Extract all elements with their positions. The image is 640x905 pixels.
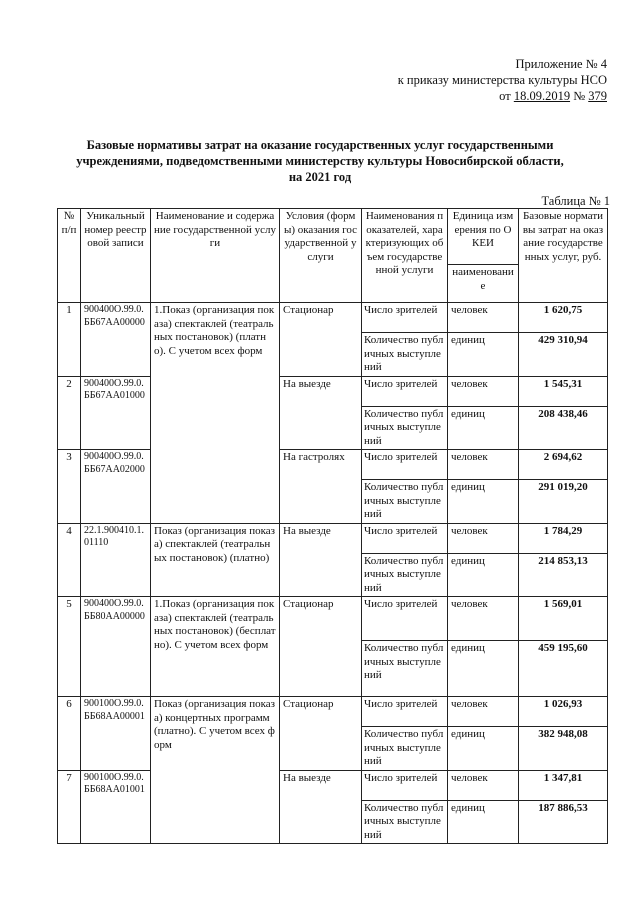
- row-unit: единиц: [448, 641, 519, 697]
- col-header-norm: Базовые нормативы затрат на оказание государственных услуг, руб.: [519, 209, 608, 303]
- row-service-name: 1.Показ (организация показа) спектаклей (театральных постановок) (платно). С учетом всех форм: [151, 303, 280, 524]
- norms-table: [57, 208, 608, 844]
- row-indicator: Количество публичных выступлений: [362, 406, 448, 450]
- row-unit: человек: [448, 303, 519, 333]
- row-code: 900400О.99.0.ББ67АА00000: [81, 303, 151, 377]
- row-indicator: Количество публичных выступлений: [362, 727, 448, 771]
- appendix-header: [398, 56, 607, 104]
- row-unit: человек: [448, 770, 519, 800]
- row-code: 900400О.99.0.ББ67АА02000: [81, 450, 151, 524]
- row-num: 2: [58, 376, 81, 450]
- row-norm-value: 1 620,75: [519, 303, 608, 333]
- row-indicator: Количество публичных выступлений: [362, 641, 448, 697]
- row-unit: человек: [448, 450, 519, 480]
- row-indicator: Число зрителей: [362, 597, 448, 641]
- row-norm-value: 208 438,46: [519, 406, 608, 450]
- row-indicator: Количество публичных выступлений: [362, 800, 448, 844]
- row-unit: единиц: [448, 333, 519, 377]
- row-indicator: Число зрителей: [362, 303, 448, 333]
- row-norm-value: 1 545,31: [519, 376, 608, 406]
- row-unit: единиц: [448, 800, 519, 844]
- row-norm-value: 187 886,53: [519, 800, 608, 844]
- row-norm-value: 1 569,01: [519, 597, 608, 641]
- row-num: 4: [58, 523, 81, 597]
- row-norm-value: 429 310,94: [519, 333, 608, 377]
- title-line1: Базовые нормативы затрат на оказание государственных услуг государственными: [86, 138, 554, 152]
- row-indicator: Количество публичных выступлений: [362, 333, 448, 377]
- row-code: 900400О.99.0.ББ67АА01000: [81, 376, 151, 450]
- col-header-unit-sub: наименование: [448, 265, 519, 303]
- title-line2: учреждениями, подведомственными министерству культуры Новосибирской области,: [76, 154, 564, 168]
- col-header-conditions: Условия (формы) оказания государственной услуги: [280, 209, 362, 303]
- row-unit: человек: [448, 597, 519, 641]
- row-norm-value: 382 948,08: [519, 727, 608, 771]
- row-code: 900400О.99.0.ББ80АА00000: [81, 597, 151, 697]
- table-row: [58, 697, 608, 727]
- table-row: [58, 376, 608, 406]
- row-norm-value: 459 195,60: [519, 641, 608, 697]
- row-conditions: Стационар: [280, 303, 362, 377]
- row-unit: единиц: [448, 480, 519, 524]
- row-conditions: На выезде: [280, 376, 362, 450]
- row-indicator: Количество публичных выступлений: [362, 480, 448, 524]
- appendix-number-prefix: №: [570, 89, 589, 103]
- appendix-line3: [398, 88, 607, 104]
- title-line3: на 2021 год: [288, 170, 352, 184]
- col-header-num: № п/п: [58, 209, 81, 303]
- row-norm-value: 1 347,81: [519, 770, 608, 800]
- row-indicator: Число зрителей: [362, 523, 448, 553]
- row-indicator: Число зрителей: [362, 376, 448, 406]
- row-num: 3: [58, 450, 81, 524]
- row-code: 900100О.99.0.ББ68АА00001: [81, 697, 151, 771]
- row-service-name: 1.Показ (организация показа) спектаклей (театральных постановок) (бесплатно). С учетом всех форм: [151, 597, 280, 697]
- table-row: [58, 770, 608, 800]
- appendix-date-prefix: от: [499, 89, 514, 103]
- row-norm-value: 291 019,20: [519, 480, 608, 524]
- row-conditions: Стационар: [280, 697, 362, 771]
- row-service-name: Показ (организация показа) спектаклей (театральных постановок) (платно): [151, 523, 280, 597]
- document-title: [40, 137, 600, 185]
- row-conditions: На выезде: [280, 770, 362, 844]
- row-indicator: Число зрителей: [362, 450, 448, 480]
- row-unit: человек: [448, 523, 519, 553]
- row-conditions: На гастролях: [280, 450, 362, 524]
- col-header-unit: Единица измерения по ОКЕИ: [448, 209, 519, 265]
- row-service-name: Показ (организация показа) концертных программ (платно). С учетом всех форм: [151, 697, 280, 844]
- row-num: 6: [58, 697, 81, 771]
- table-row: [58, 597, 608, 641]
- row-norm-value: 1 026,93: [519, 697, 608, 727]
- row-conditions: На выезде: [280, 523, 362, 597]
- col-header-code: Уникальный номер реестровой записи: [81, 209, 151, 303]
- row-num: 7: [58, 770, 81, 844]
- row-code: 900100О.99.0.ББ68АА01001: [81, 770, 151, 844]
- row-norm-value: 1 784,29: [519, 523, 608, 553]
- table-row: [58, 450, 608, 480]
- row-indicator: Количество публичных выступлений: [362, 553, 448, 597]
- row-conditions: Стационар: [280, 597, 362, 697]
- row-indicator: Число зрителей: [362, 697, 448, 727]
- table-row: [58, 303, 608, 333]
- table-label: Таблица № 1: [541, 194, 610, 208]
- row-unit: единиц: [448, 727, 519, 771]
- row-unit: человек: [448, 376, 519, 406]
- appendix-number: 379: [588, 89, 607, 103]
- col-header-indicator: Наименования показателей, характеризующих объем государственной услуги: [362, 209, 448, 303]
- col-header-name: Наименование и содержание государственной услуги: [151, 209, 280, 303]
- row-indicator: Число зрителей: [362, 770, 448, 800]
- row-num: 5: [58, 597, 81, 697]
- row-code: 22.1.900410.1.01110: [81, 523, 151, 597]
- appendix-line1: Приложение № 4: [515, 57, 607, 71]
- row-norm-value: 214 853,13: [519, 553, 608, 597]
- row-norm-value: 2 694,62: [519, 450, 608, 480]
- appendix-line2: к приказу министерства культуры НСО: [397, 73, 607, 87]
- row-unit: единиц: [448, 553, 519, 597]
- appendix-date: 18.09.2019: [513, 89, 571, 103]
- row-unit: человек: [448, 697, 519, 727]
- row-unit: единиц: [448, 406, 519, 450]
- row-num: 1: [58, 303, 81, 377]
- table-row: [58, 523, 608, 553]
